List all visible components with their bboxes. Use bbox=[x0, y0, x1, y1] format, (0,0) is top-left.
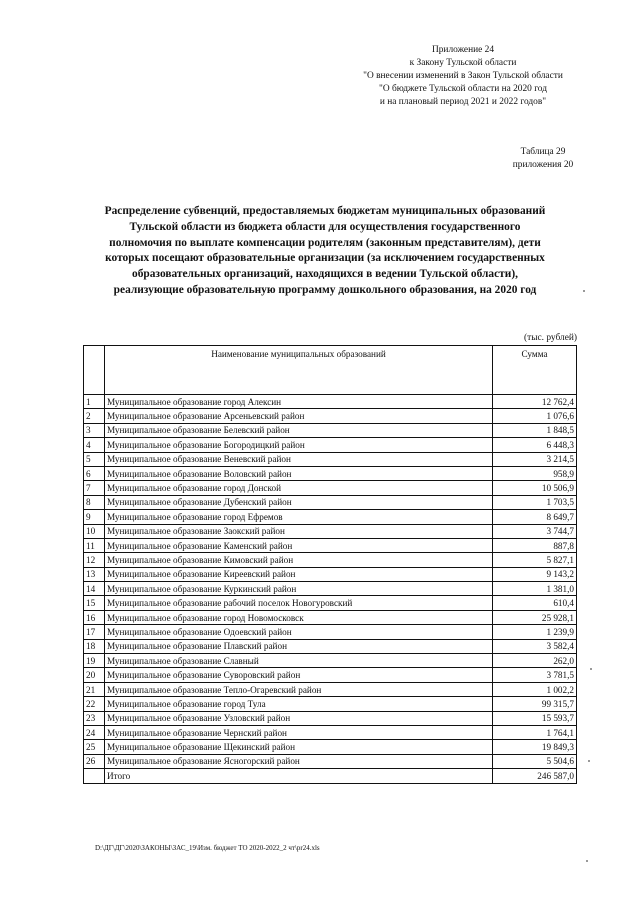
row-sum: 10 506,9 bbox=[493, 481, 577, 495]
row-sum: 610,4 bbox=[493, 596, 577, 610]
row-name: Муниципальное образование Плавский район bbox=[104, 639, 492, 653]
table-row bbox=[84, 423, 577, 437]
row-num: 5 bbox=[84, 452, 105, 466]
row-num: 2 bbox=[84, 409, 105, 423]
header-num bbox=[84, 346, 105, 395]
row-sum: 3 781,5 bbox=[493, 668, 577, 682]
row-name: Муниципальное образование Каменский район bbox=[104, 538, 492, 552]
row-sum: 8 649,7 bbox=[493, 510, 577, 524]
subsidy-table bbox=[83, 345, 577, 784]
title-line: реализующие образовательную программу дошкольного образования, на 2020 год bbox=[113, 283, 537, 296]
table-row bbox=[84, 610, 577, 624]
table-header-row bbox=[84, 346, 577, 395]
total-sum: 246 587,0 bbox=[493, 769, 577, 783]
table-row bbox=[84, 668, 577, 682]
appendix-line: Приложение 24 bbox=[431, 45, 495, 55]
appendix-line: "О внесении изменений в Закон Тульской области bbox=[363, 71, 563, 81]
row-num: 7 bbox=[84, 481, 105, 495]
table-row bbox=[84, 654, 577, 668]
row-num: 12 bbox=[84, 553, 105, 567]
total-num bbox=[84, 769, 105, 783]
row-name: Муниципальное образование Богородицкий район bbox=[104, 438, 492, 452]
document-title bbox=[70, 204, 580, 299]
units-label: (тыс. рублей) bbox=[523, 333, 577, 343]
table-row bbox=[84, 438, 577, 452]
row-sum: 15 593,7 bbox=[493, 711, 577, 725]
row-name: Муниципальное образование Воловский район bbox=[104, 466, 492, 480]
row-num: 18 bbox=[84, 639, 105, 653]
row-sum: 3 214,5 bbox=[493, 452, 577, 466]
row-sum: 958,9 bbox=[493, 466, 577, 480]
row-sum: 6 448,3 bbox=[493, 438, 577, 452]
row-num: 10 bbox=[84, 524, 105, 538]
total-row bbox=[84, 769, 577, 783]
row-sum: 19 849,3 bbox=[493, 740, 577, 754]
table-row bbox=[84, 495, 577, 509]
row-name: Муниципальное образование Одоевский район bbox=[104, 625, 492, 639]
table-row bbox=[84, 582, 577, 596]
table-row bbox=[84, 524, 577, 538]
row-sum: 1 239,9 bbox=[493, 625, 577, 639]
row-num: 17 bbox=[84, 625, 105, 639]
table-reference bbox=[508, 146, 578, 172]
row-num: 13 bbox=[84, 567, 105, 581]
table-row bbox=[84, 682, 577, 696]
scan-speck bbox=[588, 760, 590, 762]
table-row bbox=[84, 395, 577, 409]
row-name: Муниципальное образование Щекинский район bbox=[104, 740, 492, 754]
row-sum: 5 827,1 bbox=[493, 553, 577, 567]
row-sum: 25 928,1 bbox=[493, 610, 577, 624]
row-num: 1 bbox=[84, 395, 105, 409]
row-sum: 1 076,6 bbox=[493, 409, 577, 423]
appendix-line: и на плановый период 2021 и 2022 годов" bbox=[379, 97, 547, 107]
row-num: 11 bbox=[84, 538, 105, 552]
row-name: Муниципальное образование Чернский район bbox=[104, 725, 492, 739]
row-name: Муниципальное образование Киреевский район bbox=[104, 567, 492, 581]
title-line: которых посещают образовательные организации (за исключением государственных bbox=[105, 252, 545, 265]
row-num: 22 bbox=[84, 697, 105, 711]
row-sum: 1 764,1 bbox=[493, 725, 577, 739]
header-name: Наименование муниципальных образований bbox=[104, 346, 492, 395]
row-name: Муниципальное образование Дубенский район bbox=[104, 495, 492, 509]
table-row bbox=[84, 711, 577, 725]
row-name: Муниципальное образование город Алексин bbox=[104, 395, 492, 409]
row-num: 9 bbox=[84, 510, 105, 524]
appendix-line: к Закону Тульской области bbox=[409, 58, 517, 68]
row-name: Муниципальное образование рабочий поселок Новогуровский bbox=[104, 596, 492, 610]
row-name: Муниципальное образование Славный bbox=[104, 654, 492, 668]
appendix-line: "О бюджете Тульской области на 2020 год bbox=[379, 84, 547, 94]
table-row bbox=[84, 452, 577, 466]
row-name: Муниципальное образование город Новомосковск bbox=[104, 610, 492, 624]
row-num: 23 bbox=[84, 711, 105, 725]
row-num: 16 bbox=[84, 610, 105, 624]
row-num: 24 bbox=[84, 725, 105, 739]
row-name: Муниципальное образование Узловский район bbox=[104, 711, 492, 725]
appendix-reference bbox=[348, 44, 578, 109]
row-num: 6 bbox=[84, 466, 105, 480]
row-num: 8 bbox=[84, 495, 105, 509]
table-row bbox=[84, 553, 577, 567]
row-num: 26 bbox=[84, 754, 105, 768]
row-sum: 3 744,7 bbox=[493, 524, 577, 538]
row-sum: 99 315,7 bbox=[493, 697, 577, 711]
file-path-footer: D:\ДГ\ДГ\2020\ЗАКОНЫ\ЗАС_19\Изм. бюджет ТО 2020-2022_2 чт\pr24.xls bbox=[95, 844, 320, 852]
scan-speck bbox=[586, 860, 588, 862]
table-row bbox=[84, 481, 577, 495]
table-row bbox=[84, 466, 577, 480]
table-row bbox=[84, 754, 577, 768]
row-name: Муниципальное образование Заокский район bbox=[104, 524, 492, 538]
row-num: 15 bbox=[84, 596, 105, 610]
row-name: Муниципальное образование Ясногорский район bbox=[104, 754, 492, 768]
row-sum: 887,8 bbox=[493, 538, 577, 552]
title-line: образовательных организаций, находящихся в ведении Тульской области), bbox=[132, 268, 518, 281]
title-line: Тульской области из бюджета области для осуществления государственного bbox=[129, 220, 521, 233]
row-name: Муниципальное образование Тепло-Огаревский район bbox=[104, 682, 492, 696]
row-num: 4 bbox=[84, 438, 105, 452]
header-sum: Сумма bbox=[493, 346, 577, 395]
row-name: Муниципальное образование Куркинский район bbox=[104, 582, 492, 596]
row-name: Муниципальное образование Кимовский район bbox=[104, 553, 492, 567]
scan-speck bbox=[590, 668, 592, 670]
row-num: 3 bbox=[84, 423, 105, 437]
table-row bbox=[84, 538, 577, 552]
table-row bbox=[84, 639, 577, 653]
row-name: Муниципальное образование Арсеньевский район bbox=[104, 409, 492, 423]
title-line: Распределение субвенций, предоставляемых бюджетам муниципальных образований bbox=[104, 205, 546, 217]
row-num: 19 bbox=[84, 654, 105, 668]
row-name: Муниципальное образование город Тула bbox=[104, 697, 492, 711]
row-sum: 1 703,5 bbox=[493, 495, 577, 509]
row-sum: 1 381,0 bbox=[493, 582, 577, 596]
row-name: Муниципальное образование город Донской bbox=[104, 481, 492, 495]
row-name: Муниципальное образование город Ефремов bbox=[104, 510, 492, 524]
title-line: полномочия по выплате компенсации родителям (законным представителям), дети bbox=[109, 236, 541, 249]
row-name: Муниципальное образование Белевский район bbox=[104, 423, 492, 437]
scan-speck bbox=[583, 290, 585, 292]
total-label: Итого bbox=[104, 769, 492, 783]
row-num: 14 bbox=[84, 582, 105, 596]
row-sum: 262,0 bbox=[493, 654, 577, 668]
row-sum: 1 848,5 bbox=[493, 423, 577, 437]
row-name: Муниципальное образование Суворовский район bbox=[104, 668, 492, 682]
row-num: 25 bbox=[84, 740, 105, 754]
row-sum: 3 582,4 bbox=[493, 639, 577, 653]
row-num: 21 bbox=[84, 682, 105, 696]
table-reference-line: приложения 20 bbox=[512, 160, 574, 170]
table-row bbox=[84, 625, 577, 639]
table-reference-line: Таблица 29 bbox=[520, 147, 566, 157]
row-sum: 9 143,2 bbox=[493, 567, 577, 581]
row-name: Муниципальное образование Веневский район bbox=[104, 452, 492, 466]
row-sum: 12 762,4 bbox=[493, 395, 577, 409]
table-row bbox=[84, 567, 577, 581]
table-row bbox=[84, 697, 577, 711]
row-num: 20 bbox=[84, 668, 105, 682]
table-row bbox=[84, 510, 577, 524]
table-row bbox=[84, 409, 577, 423]
row-sum: 5 504,6 bbox=[493, 754, 577, 768]
table-row bbox=[84, 596, 577, 610]
table-row bbox=[84, 740, 577, 754]
row-sum: 1 002,2 bbox=[493, 682, 577, 696]
table-row bbox=[84, 725, 577, 739]
